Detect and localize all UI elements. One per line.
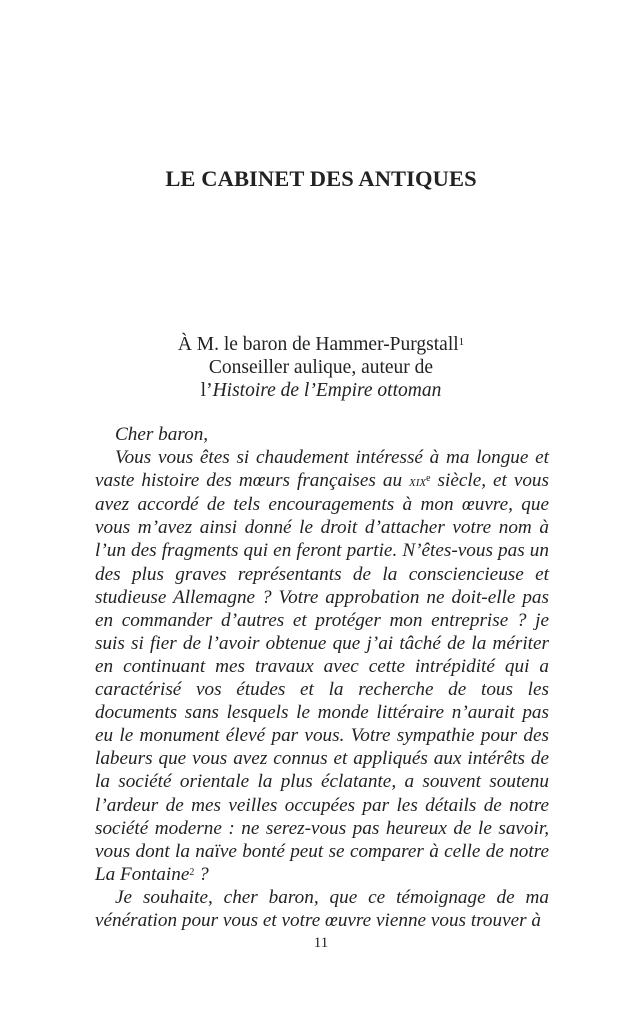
salutation: Cher baron, — [115, 424, 209, 445]
dedication-line-3 — [0, 379, 642, 402]
dedication-line-1 — [0, 333, 642, 356]
dedicatee-name: À M. le baron de Hammer-Purgstall — [177, 334, 459, 355]
dedication-block — [0, 333, 642, 402]
letter-paragraph-1 — [95, 446, 549, 886]
chapter-title: LE CABINET DES ANTIQUES — [165, 166, 477, 191]
letter-body — [95, 423, 549, 932]
letter-paragraph-2: Je souhaite, cher baron, que ce témoignage de ma vénération pour vous et votre œuvre vienne vous trouver à — [95, 886, 549, 931]
paragraph-text-b: siècle, et vous avez accordé de tels encouragements à mon œuvre, que vous m’avez ainsi donné le droit d’attacher votre nom à l’un des fragments qui en feront partie. N’êtes-vous pas un des plus graves représentants de la consciencieuse et studieuse Allemagne ? Votre approbation ne doit-elle pas en commander d’autres et protéger mon entreprise ? je suis si fier de l’avoir obtenue que j’ai tâché de la mériter en continuant mes travaux avec cette intrépidité qui a caractérisé vos études et la recherche de tous les documents sans lesquels le monde littéraire n’aurait pas eu le monument élevé par vous. Votre sympathie pour des labeurs que vous avez connus et appliqués aux intérêts de la société orientale la plus éclatante, a souvent soutenu l’ardeur de mes veilles occupées par les détails de notre société moderne : ne serez-vous pas heureux de le savoir, vous dont la naïve bonté peut se comparer à celle de notre La Fontaine — [95, 470, 549, 885]
dedication-line-2: Conseiller aulique, auteur de — [208, 357, 434, 378]
footnote-ref-1: 1 — [458, 336, 465, 348]
paragraph-text-a: Vous vous êtes si chaudement intéressé à ma longue et vaste histoire des mœurs françaises au — [95, 447, 549, 492]
work-title: Histoire de l’Empire ottoman — [212, 380, 442, 401]
footnote-ref-2: 2 — [189, 866, 195, 878]
paragraph-end: ? — [194, 863, 209, 885]
dedication-prefix: l’ — [200, 380, 213, 401]
page-number: 11 — [313, 935, 329, 951]
century-suffix: e — [426, 473, 431, 485]
century-numeral: xix — [409, 473, 427, 491]
